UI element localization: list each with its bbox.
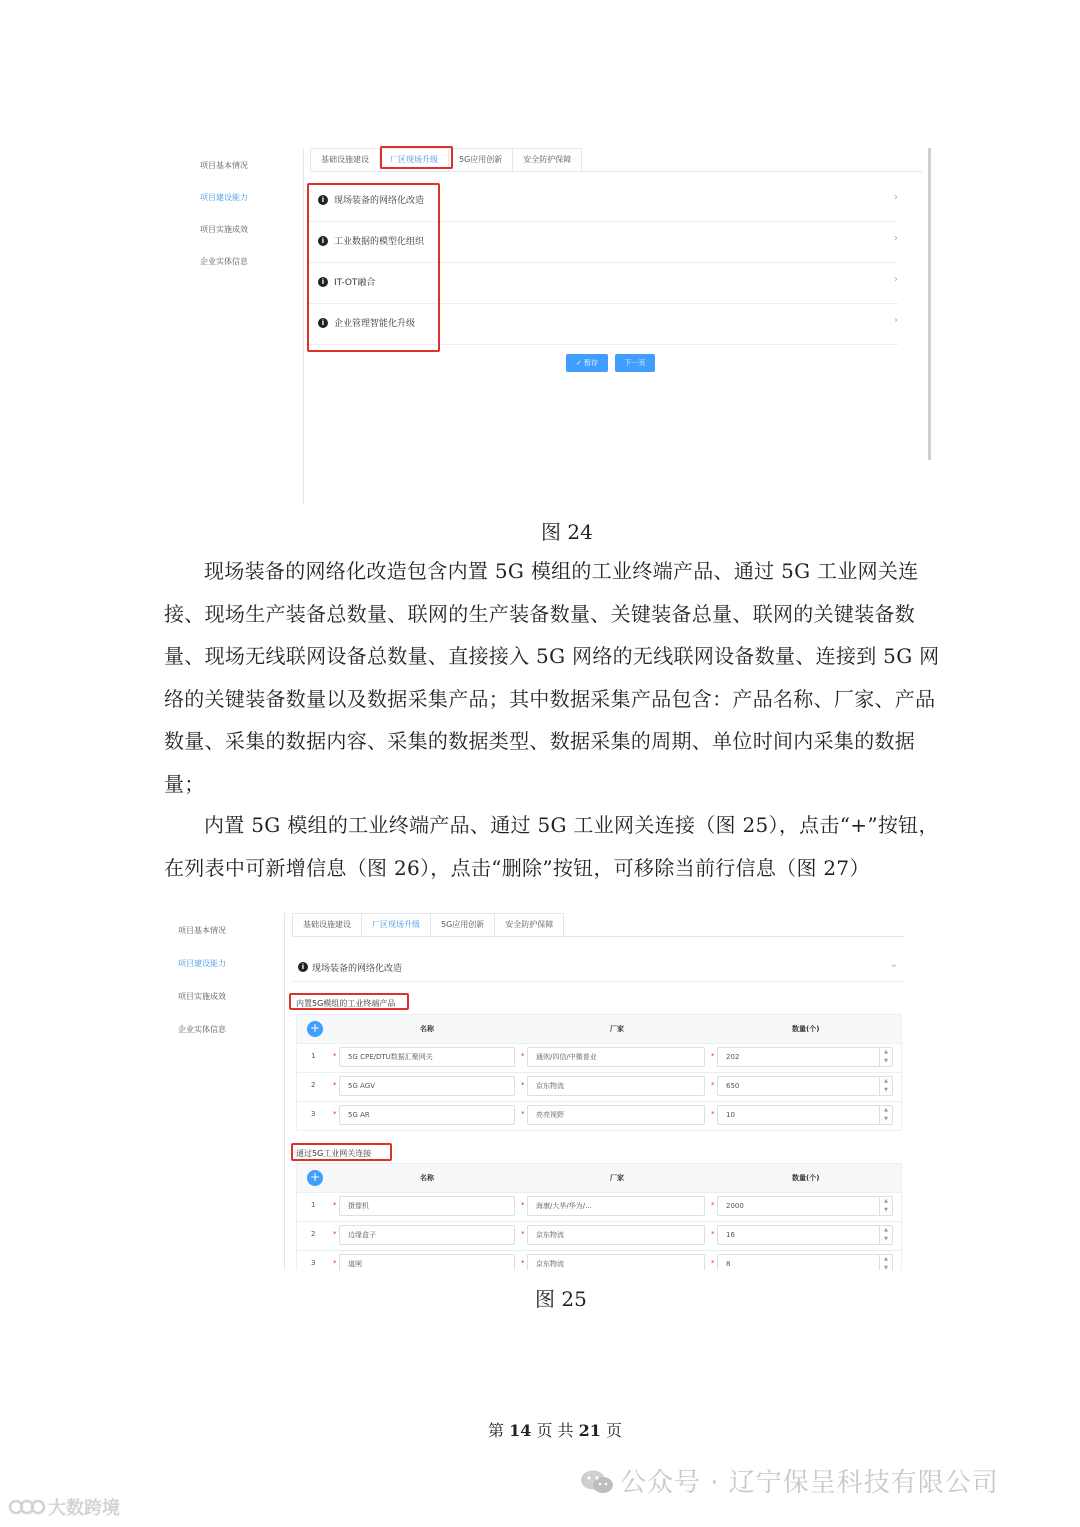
table-header (297, 1164, 901, 1193)
figure-25-caption: 图 25 (535, 1287, 587, 1311)
collapse-item-label: 现场装备的网络化改造 (334, 196, 425, 206)
quantity-value: 16 (726, 1231, 735, 1239)
collapse-item-label: 工业数据的模型化组织 (334, 237, 425, 247)
highlight-sections-box (307, 183, 440, 352)
info-icon: i (318, 236, 328, 246)
name-input[interactable]: 道闸 (339, 1254, 515, 1270)
tab-security[interactable]: 安全防护保障 (494, 913, 564, 936)
watermark-right-text: 公众号 · 辽宁保呈科技有限公司 (620, 1468, 999, 1498)
table-header (297, 1015, 901, 1044)
row-number: 1 (311, 1052, 316, 1060)
current-page: 14 (509, 1421, 532, 1440)
required-mark: * (333, 1259, 337, 1267)
info-icon: i (298, 962, 308, 972)
figure-24-screenshot (190, 140, 940, 505)
tab-bar (292, 913, 904, 937)
table1-title: 内置5G模组的工业终端产品 (296, 999, 396, 1008)
vendor-input[interactable]: 京东物流 (527, 1076, 705, 1096)
page-prefix: 第 (487, 1421, 504, 1440)
required-mark: * (521, 1230, 525, 1238)
tab-security[interactable]: 安全防护保障 (512, 148, 582, 171)
row-number: 2 (311, 1230, 316, 1238)
quantity-value: 8 (726, 1260, 731, 1268)
stepper-arrows-icon[interactable]: ▲ ▼ (879, 1197, 892, 1215)
required-mark: * (333, 1201, 337, 1209)
chevron-right-icon: › (894, 315, 898, 326)
vendor-input[interactable]: 京东物流 (527, 1225, 705, 1245)
column-header-name: 名称 (420, 1174, 434, 1182)
vendor-input[interactable]: 通则/四信/中微普业 (527, 1047, 705, 1067)
sidebar-item-project-capability[interactable]: 项目建设能力 (178, 959, 226, 968)
row-number: 1 (311, 1201, 316, 1209)
column-header-qty: 数量(个) (792, 1174, 820, 1182)
required-mark: * (333, 1052, 337, 1060)
table-row (297, 1192, 901, 1222)
required-mark: * (711, 1110, 715, 1118)
page-mid: 页 共 (536, 1421, 574, 1440)
name-input[interactable]: 摄像机 (339, 1196, 515, 1216)
name-input[interactable]: 5G CPE/DTU数据汇聚网关 (339, 1047, 515, 1067)
table-row (297, 1043, 901, 1073)
highlight-tab-box (380, 146, 453, 169)
required-mark: * (711, 1230, 715, 1238)
watermark-left-text: 大数跨境 (48, 1498, 120, 1519)
tab-5g-application[interactable]: 5G应用创新 (448, 148, 513, 171)
collapse-item-label: 企业管理智能化升级 (334, 319, 416, 329)
tab-infrastructure[interactable]: 基础设施建设 (310, 148, 380, 171)
save-button[interactable]: ✓ 暂存 (566, 354, 608, 372)
column-header-vendor: 厂家 (610, 1174, 624, 1182)
quantity-value: 10 (726, 1111, 735, 1119)
row-number: 3 (311, 1110, 316, 1118)
tab-infrastructure[interactable]: 基础设施建设 (292, 913, 362, 936)
collapse-item-label: IT-OT融合 (334, 278, 376, 288)
quantity-value: 202 (726, 1053, 740, 1061)
quantity-stepper[interactable] (717, 1196, 893, 1216)
table-row (297, 1072, 901, 1102)
figure-25-screenshot (168, 905, 908, 1270)
panel-title: 现场装备的网络化改造 (312, 964, 403, 974)
highlight-table1-title (289, 993, 409, 1010)
sidebar-item-enterprise-info[interactable]: 企业实体信息 (200, 257, 248, 266)
quantity-stepper[interactable] (717, 1254, 893, 1270)
sidebar-item-project-capability[interactable]: 项目建设能力 (200, 193, 248, 202)
required-mark: * (333, 1230, 337, 1238)
tab-plant-upgrade[interactable]: 厂区现场升级 (361, 913, 431, 936)
quantity-stepper[interactable] (717, 1225, 893, 1245)
wechat-icon (580, 1469, 614, 1495)
quantity-value: 2000 (726, 1202, 744, 1210)
required-mark: * (711, 1052, 715, 1060)
name-input[interactable]: 边缘盒子 (339, 1225, 515, 1245)
required-mark: * (711, 1201, 715, 1209)
stepper-arrows-icon[interactable]: ▲ ▼ (879, 1077, 892, 1095)
column-header-name: 名称 (420, 1025, 434, 1033)
content-divider (284, 913, 285, 1270)
name-input[interactable]: 5G AGV (339, 1076, 515, 1096)
required-mark: * (521, 1201, 525, 1209)
table-row (297, 1101, 901, 1131)
table-row (297, 1221, 901, 1251)
paragraph-2: 内置 5G 模组的工业终端产品、通过 5G 工业网关连接（图 25），点击“+”按钮，在列表中可新增信息（图 26），点击“删除”按钮，可移除当前行信息（图 27） (164, 813, 939, 880)
stepper-arrows-icon[interactable]: ▲ ▼ (879, 1255, 892, 1270)
add-row-button[interactable]: + (307, 1170, 323, 1186)
watermark-right (580, 1462, 999, 1499)
next-page-button[interactable]: 下一页 (615, 354, 655, 372)
column-header-vendor: 厂家 (610, 1025, 624, 1033)
required-mark: * (333, 1110, 337, 1118)
quantity-stepper[interactable] (717, 1076, 893, 1096)
table-row (297, 1250, 901, 1270)
quantity-stepper[interactable] (717, 1047, 893, 1067)
tab-plant-upgrade[interactable]: 厂区现场升级 (379, 148, 449, 171)
sidebar-item-project-basic[interactable]: 项目基本情况 (178, 926, 226, 935)
sidebar-item-project-results[interactable]: 项目实施成效 (178, 992, 226, 1001)
required-mark: * (333, 1081, 337, 1089)
info-icon: i (318, 195, 328, 205)
required-mark: * (521, 1110, 525, 1118)
sidebar-item-project-basic[interactable]: 项目基本情况 (200, 161, 248, 170)
stepper-arrows-icon[interactable]: ▲ ▼ (879, 1106, 892, 1124)
required-mark: * (521, 1052, 525, 1060)
table1 (296, 1014, 902, 1131)
row-number: 2 (311, 1081, 316, 1089)
table2 (296, 1163, 902, 1270)
paragraph-1: 现场装备的网络化改造包含内置 5G 模组的工业终端产品、通过 5G 工业网关连接、现场生产装备总数量、联网的生产装备数量、关键装备总量、联网的关键装备数量、现场无线联网设备总数量、直接接入 5G 网络的无线联网设备数量、连接到 5G 网络的关键装备数量以及数据采集产品；其中数据采集产品包含：产品名称、厂家、产品数量、采集的数据内容、采集的数据类型、数据采集的周期、单位时间内采集的数据量； (164, 559, 940, 796)
chevron-right-icon: › (894, 274, 898, 285)
required-mark: * (521, 1081, 525, 1089)
sidebar-item-project-results[interactable]: 项目实施成效 (200, 225, 248, 234)
info-icon: i (318, 318, 328, 328)
required-mark: * (521, 1259, 525, 1267)
table2-title: 通过5G工业网关连接 (296, 1149, 372, 1158)
name-input[interactable]: 5G AR (339, 1105, 515, 1125)
vendor-input[interactable]: 海康/大华/华为/... (527, 1196, 705, 1216)
column-header-qty: 数量(个) (792, 1025, 820, 1033)
content-divider (303, 148, 304, 503)
required-mark: * (711, 1259, 715, 1267)
chevron-down-icon: ⌄ (889, 959, 898, 970)
add-row-button[interactable]: + (307, 1021, 323, 1037)
sidebar-item-enterprise-info[interactable]: 企业实体信息 (178, 1025, 226, 1034)
logo-icon (8, 1497, 48, 1517)
required-mark: * (711, 1081, 715, 1089)
scrollbar[interactable] (928, 148, 931, 460)
figure-24-caption: 图 24 (541, 520, 593, 544)
page-suffix: 页 (606, 1421, 623, 1440)
vendor-input[interactable]: 亮亮视野 (527, 1105, 705, 1125)
chevron-right-icon: › (894, 233, 898, 244)
tab-5g-application[interactable]: 5G应用创新 (430, 913, 495, 936)
highlight-table2-title (291, 1143, 392, 1161)
quantity-stepper[interactable] (717, 1105, 893, 1125)
collapse-header[interactable] (292, 953, 904, 982)
info-icon: i (318, 277, 328, 287)
stepper-arrows-icon[interactable]: ▲ ▼ (879, 1226, 892, 1244)
stepper-arrows-icon[interactable]: ▲ ▼ (879, 1048, 892, 1066)
row-number: 3 (311, 1259, 316, 1267)
page-number (0, 1418, 1080, 1441)
vendor-input[interactable]: 京东物流 (527, 1254, 705, 1270)
chevron-right-icon: › (894, 192, 898, 203)
watermark-left (8, 1494, 120, 1520)
quantity-value: 650 (726, 1082, 740, 1090)
total-pages: 21 (578, 1421, 601, 1440)
